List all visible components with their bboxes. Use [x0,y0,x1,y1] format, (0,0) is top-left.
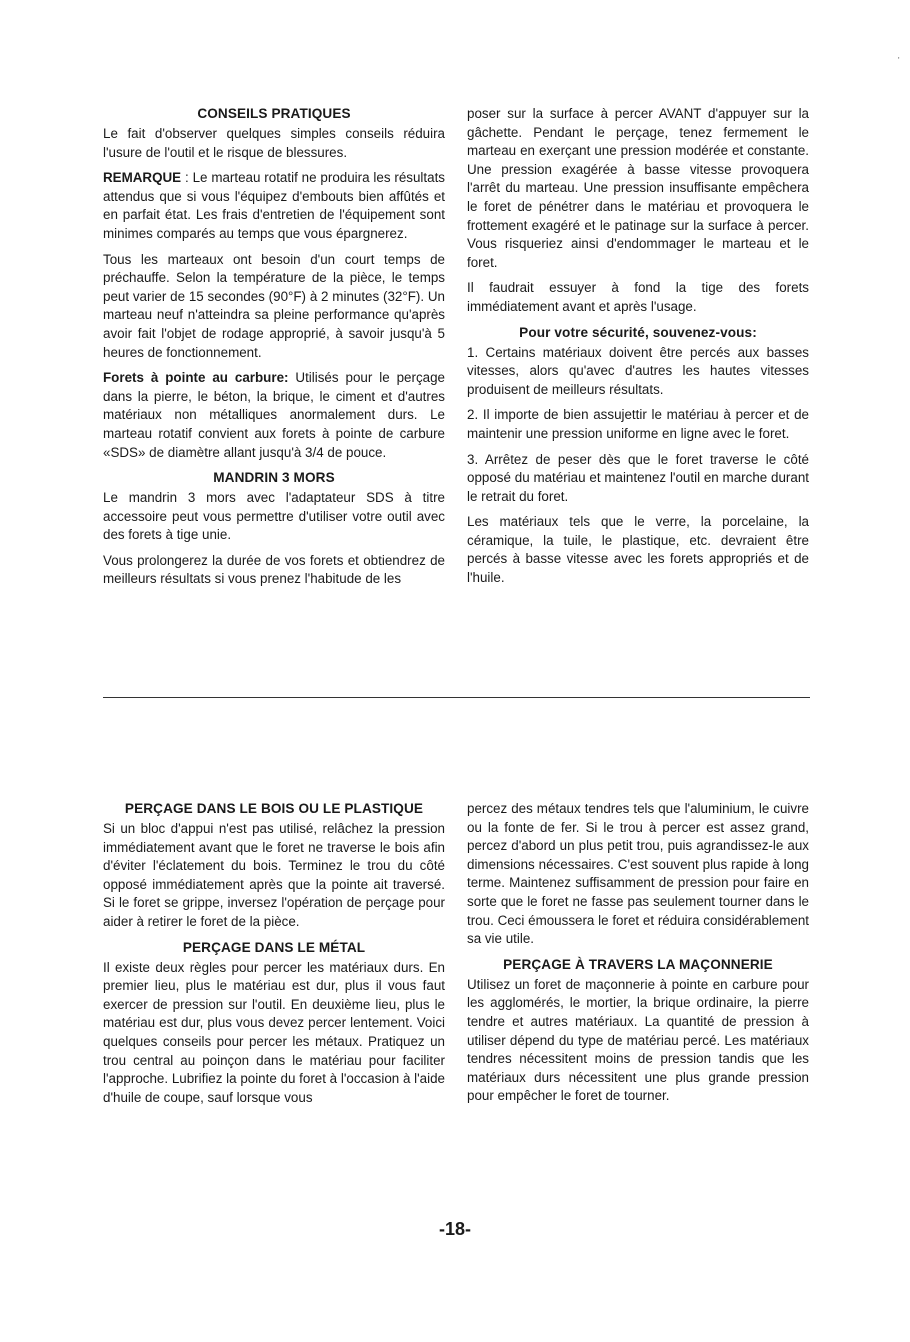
heading-mandrin: MANDRIN 3 MORS [213,470,335,486]
list-item: 1. Certains matériaux doivent être percés aux basses vitesses, alors qu'avec d'autres les hautes vitesses produisent de meilleurs résultats. [467,344,809,397]
paragraph: Le fait d'observer quelques simples conseils réduira l'usure de l'outil et le risque de blessures. [103,126,445,160]
list-item: 3. Arrêtez de peser dès que le foret traverse le côté opposé du matériau et maintenez l'outil en marche durant le retrait du foret. [467,451,809,504]
column-top-left [103,105,445,596]
paragraph: Vous prolongerez la durée de vos forets et obtiendrez de meilleurs résultats si vous prenez l'habitude de les [103,552,445,587]
paragraph-remarque [103,169,445,243]
remarque-text: : Le marteau rotatif ne produira les résultats attendus que si vous l'équipez d'embouts bien affûtés et en parfait état. Les frais d'entretien de l'équipement sont minimes comparés au temps que vous épargnerez. [103,170,445,241]
paragraph: Les matériaux tels que le verre, la porcelaine, la céramique, la tuile, le plastique, etc. devraient être percés à basse vitesse avec les forets appropriés et de l'huile. [467,514,809,586]
heading-metal: PERÇAGE DANS LE MÉTAL [182,939,366,955]
heading-bois-plastique: PERÇAGE DANS LE BOIS OU LE PLASTIQUE [124,801,424,816]
column-bottom-right [467,800,809,1113]
paragraph: percez des métaux tendres tels que l'aluminium, le cuivre ou la fonte de fer. Si le trou à percer est assez grand, percez d'abord un plus petit trou, puis agrandissez-le aux dimensions nécessaires. C'est souvent plus rapide à long terme. Maintenez suffisamment de pression pour faire en sorte que le foret ne fasse pas seulement tourner dans le trou. Ceci émoussera le foret et réduira considérablement sa vie utile. [467,801,809,947]
heading-maconnerie: PERÇAGE À TRAVERS LA MAÇONNERIE [503,956,773,972]
paragraph: Si un bloc d'appui n'est pas utilisé, relâchez la pression immédiatement avant que le foret ne traverse le bois afin d'éviter l'éclatement du bois. Terminez le trou du côté opposé immédiatement après que la pointe ait traversé. Si le foret se grippe, inversez l'opération de perçage pour aider à retirer le foret de la pièce. [103,821,445,929]
column-top-right [467,105,809,595]
list-item: 2. Il importe de bien assujettir le matériau à percer et de maintenir une pression uniforme en ligne avec le foret. [467,407,809,441]
heading-conseils-pratiques: CONSEILS PRATIQUES [197,106,351,121]
paragraph: Il existe deux règles pour percer les matériaux durs. En premier lieu, plus le matériau est dur, plus il vous faut exercer de pression sur l'outil. En deuxième lieu, plus le matériau est dur, plus vous devez percer lentement. Voici quelques conseils pour percer les métaux. Pratiquez un trou central au poinçon dans le matériau pour faciliter l'approche. Lubrifiez la pointe du foret à l'occasion à l'aide d'huile de coupe, sauf lorsque vous [103,959,445,1105]
paragraph: Le mandrin 3 mors avec l'adaptateur SDS à titre accessoire peut vous permettre d'utiliser votre outil avec des forets à tige unie. [103,490,445,543]
horizontal-divider [103,697,810,698]
paragraph: Utilisez un foret de maçonnerie à pointe en carbure pour les agglomérés, le mortier, la brique ordinaire, la pierre tendre et autres matériaux. La quantité de pression à utiliser dépend du type de matériau percé. Les matériaux tendres nécessitent moins de pression tandis que les matériaux durs nécessitent une plus grande pression pour empêcher le foret de tourner. [467,976,809,1104]
paragraph: poser sur la surface à percer AVANT d'appuyer sur la gâchette. Pendant le perçage, tenez fermement le marteau en exerçant une pression modérée et constante. Une pression exagérée à basse vitesse provoquera l'arrêt du marteau. Une pression insuffisante empêchera le foret de pénétrer dans le matériau et provoquera le frottement exagéré et le patinage sur la surface à percer. Vous risqueriez ainsi d'endommager le marteau et le foret. [467,106,809,270]
paragraph: Tous les marteaux ont besoin d'un court temps de préchauffe. Selon la température de la pièce, le temps peut varier de 15 secondes (90°F) à 2 minutes (32°F). Un marteau neuf n'atteindra sa pleine performance qu'après avoir fait l'objet de rodage approprié, à savoir jusqu'à 5 heures de fonctionnement. [103,251,445,360]
corner-mark: ' [898,56,900,65]
paragraph-forets [103,369,445,462]
heading-securite: Pour votre sécurité, souvenez-vous: [519,324,757,340]
column-bottom-left [103,800,445,1114]
page-number: -18- [438,1219,471,1239]
forets-text: Utilisés pour le perçage dans la pierre, le béton, la brique, le ciment et d'autres matériaux non métalliques anormalement durs. Le marteau rotatif convient aux forets à pointe de carbure «SDS» de diamètre allant jusqu'à 3/4 de pouce. [103,370,445,460]
forets-label: Forets à pointe au carbure: [103,370,289,386]
paragraph: Il faudrait essuyer à fond la tige des forets immédiatement avant et après l'usage. [467,280,809,314]
remarque-label: REMARQUE [103,170,182,186]
